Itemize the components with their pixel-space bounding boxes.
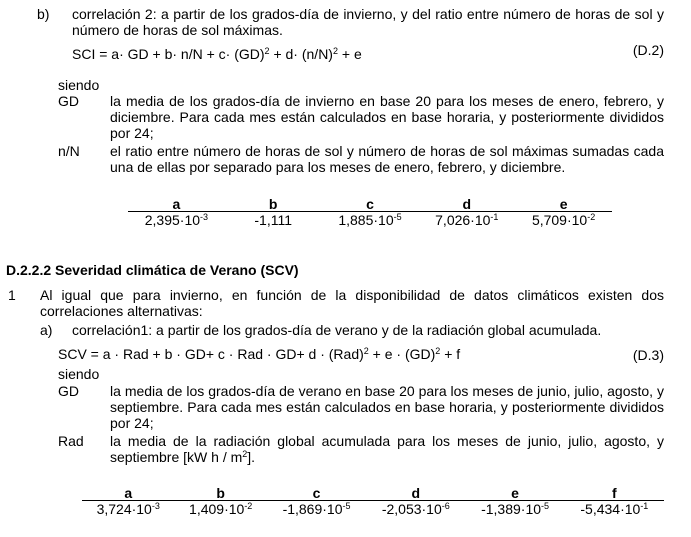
list-marker-a: a) xyxy=(40,322,53,338)
equation-d2-exp2: 2 xyxy=(332,46,338,56)
definition-desc-gd-summer: la media de los grados-día de verano en base 20 para los meses de junio, julio, agosto, y septiembre. Para cada mes están calculados en base horaria, y posteriormente divididos por 24; xyxy=(110,383,664,431)
table-d2-header-e: e xyxy=(515,197,612,212)
table-d3-cell-d: $-2,053\cdot 10^{-6}$ xyxy=(381,501,450,517)
table-d3-header-d: d xyxy=(366,486,465,501)
equation-d3-part1: SCV = a · Rad + b · GD+ c · Rad · GD+ d · (Rad) xyxy=(58,346,364,362)
equation-d2-part3: + e xyxy=(337,46,362,62)
table-d2-header-a: a xyxy=(128,197,225,212)
coefficient-table-d3 xyxy=(82,486,664,517)
equation-number-d3: (D.3) xyxy=(632,347,664,363)
table-d2-cell-b: -1,111 xyxy=(254,212,292,228)
equation-d3 xyxy=(58,346,460,362)
equation-d3-part3: + f xyxy=(440,346,461,362)
equation-d2-part1: SCI = a· GD + b· n/N + c· (GD) xyxy=(72,46,265,62)
equation-d2-part2: + d· (n/N) xyxy=(269,46,333,62)
table-d3-cell-a: $3,724\cdot 10^{-3}$ xyxy=(96,501,160,517)
coefficient-table-d2 xyxy=(128,197,612,228)
definition-desc-gd-winter: la media de los grados-día de invierno en base 20 para los meses de enero, febrero, y diciembre. Para cada mes están calculados en base horaria, y posteriormente divididos por 24; xyxy=(110,93,664,141)
section-heading-scv: D.2.2.2 Severidad climática de Verano (SCV) xyxy=(6,262,299,278)
table-d3-cell-b: $1,409\cdot 10^{-2}$ xyxy=(189,501,253,517)
table-d3-header-c: c xyxy=(267,486,366,501)
equation-d3-exp1: 2 xyxy=(363,346,369,356)
item-b-text: correlación 2: a partir de los grados-día de invierno, y del ratio entre número de horas de sol y número de horas de sol máximas. xyxy=(72,6,664,38)
definition-term-gd-summer: GD xyxy=(58,383,79,399)
definition-term-gd-winter: GD xyxy=(58,93,79,109)
equation-d3-exp2: 2 xyxy=(435,346,441,356)
table-d2-cell-d: $7,026\cdot 10^{-1}$ xyxy=(435,212,499,228)
table-d3-header-e: e xyxy=(465,486,564,501)
table-d2-header-b: b xyxy=(225,197,322,212)
equation-d3-part2: + e · (GD) xyxy=(368,346,436,362)
list-marker-1: 1 xyxy=(8,287,16,303)
table-d3-header-a: a xyxy=(82,486,174,501)
item-1-text: Al igual que para invierno, en función de la disponibilidad de datos climáticos existen dos correlaciones alternativas: xyxy=(40,287,664,319)
definition-desc-nn: el ratio entre número de horas de sol y número de horas de sol máximas sumadas cada una de ellas por separado para los meses de enero, febrero, y diciembre. xyxy=(110,143,664,175)
table-d2-header-d: d xyxy=(418,197,515,212)
equation-d2 xyxy=(72,46,362,62)
table-d3-cell-f: $-5,434\cdot 10^{-1}$ xyxy=(580,501,649,517)
definition-term-rad: Rad xyxy=(58,433,84,449)
table-d3-cell-e: $-1,389\cdot 10^{-5}$ xyxy=(481,501,550,517)
table-d2-header-c: c xyxy=(322,197,419,212)
table-d2-cell-a: $2,395\cdot 10^{-3}$ xyxy=(144,212,209,228)
equation-d2-exp1: 2 xyxy=(264,46,270,56)
siendo-label-a: siendo xyxy=(58,366,100,382)
list-marker-b: b) xyxy=(37,6,50,22)
table-d2-cell-e: $5,709\cdot 10^{-2}$ xyxy=(531,212,596,228)
table-d2-cell-c: $1,885\cdot 10^{-5}$ xyxy=(338,212,402,228)
definition-desc-rad: la media de la radiación global acumulada para los meses de junio, julio, agosto, y septiembre [kW h / $m^2$]. xyxy=(110,433,664,465)
table-d3-header-b: b xyxy=(174,486,266,501)
item-a-text: correlación1: a partir de los grados-día de verano y de la radiación global acumulada. xyxy=(72,322,602,338)
table-d3-cell-c: $-1,869\cdot 10^{-5}$ xyxy=(282,501,351,517)
siendo-label-b: siendo xyxy=(58,77,100,93)
table-d3-header-f: f xyxy=(565,486,664,501)
definition-term-nn: n/N xyxy=(58,143,80,159)
equation-number-d2: (D.2) xyxy=(632,42,664,58)
